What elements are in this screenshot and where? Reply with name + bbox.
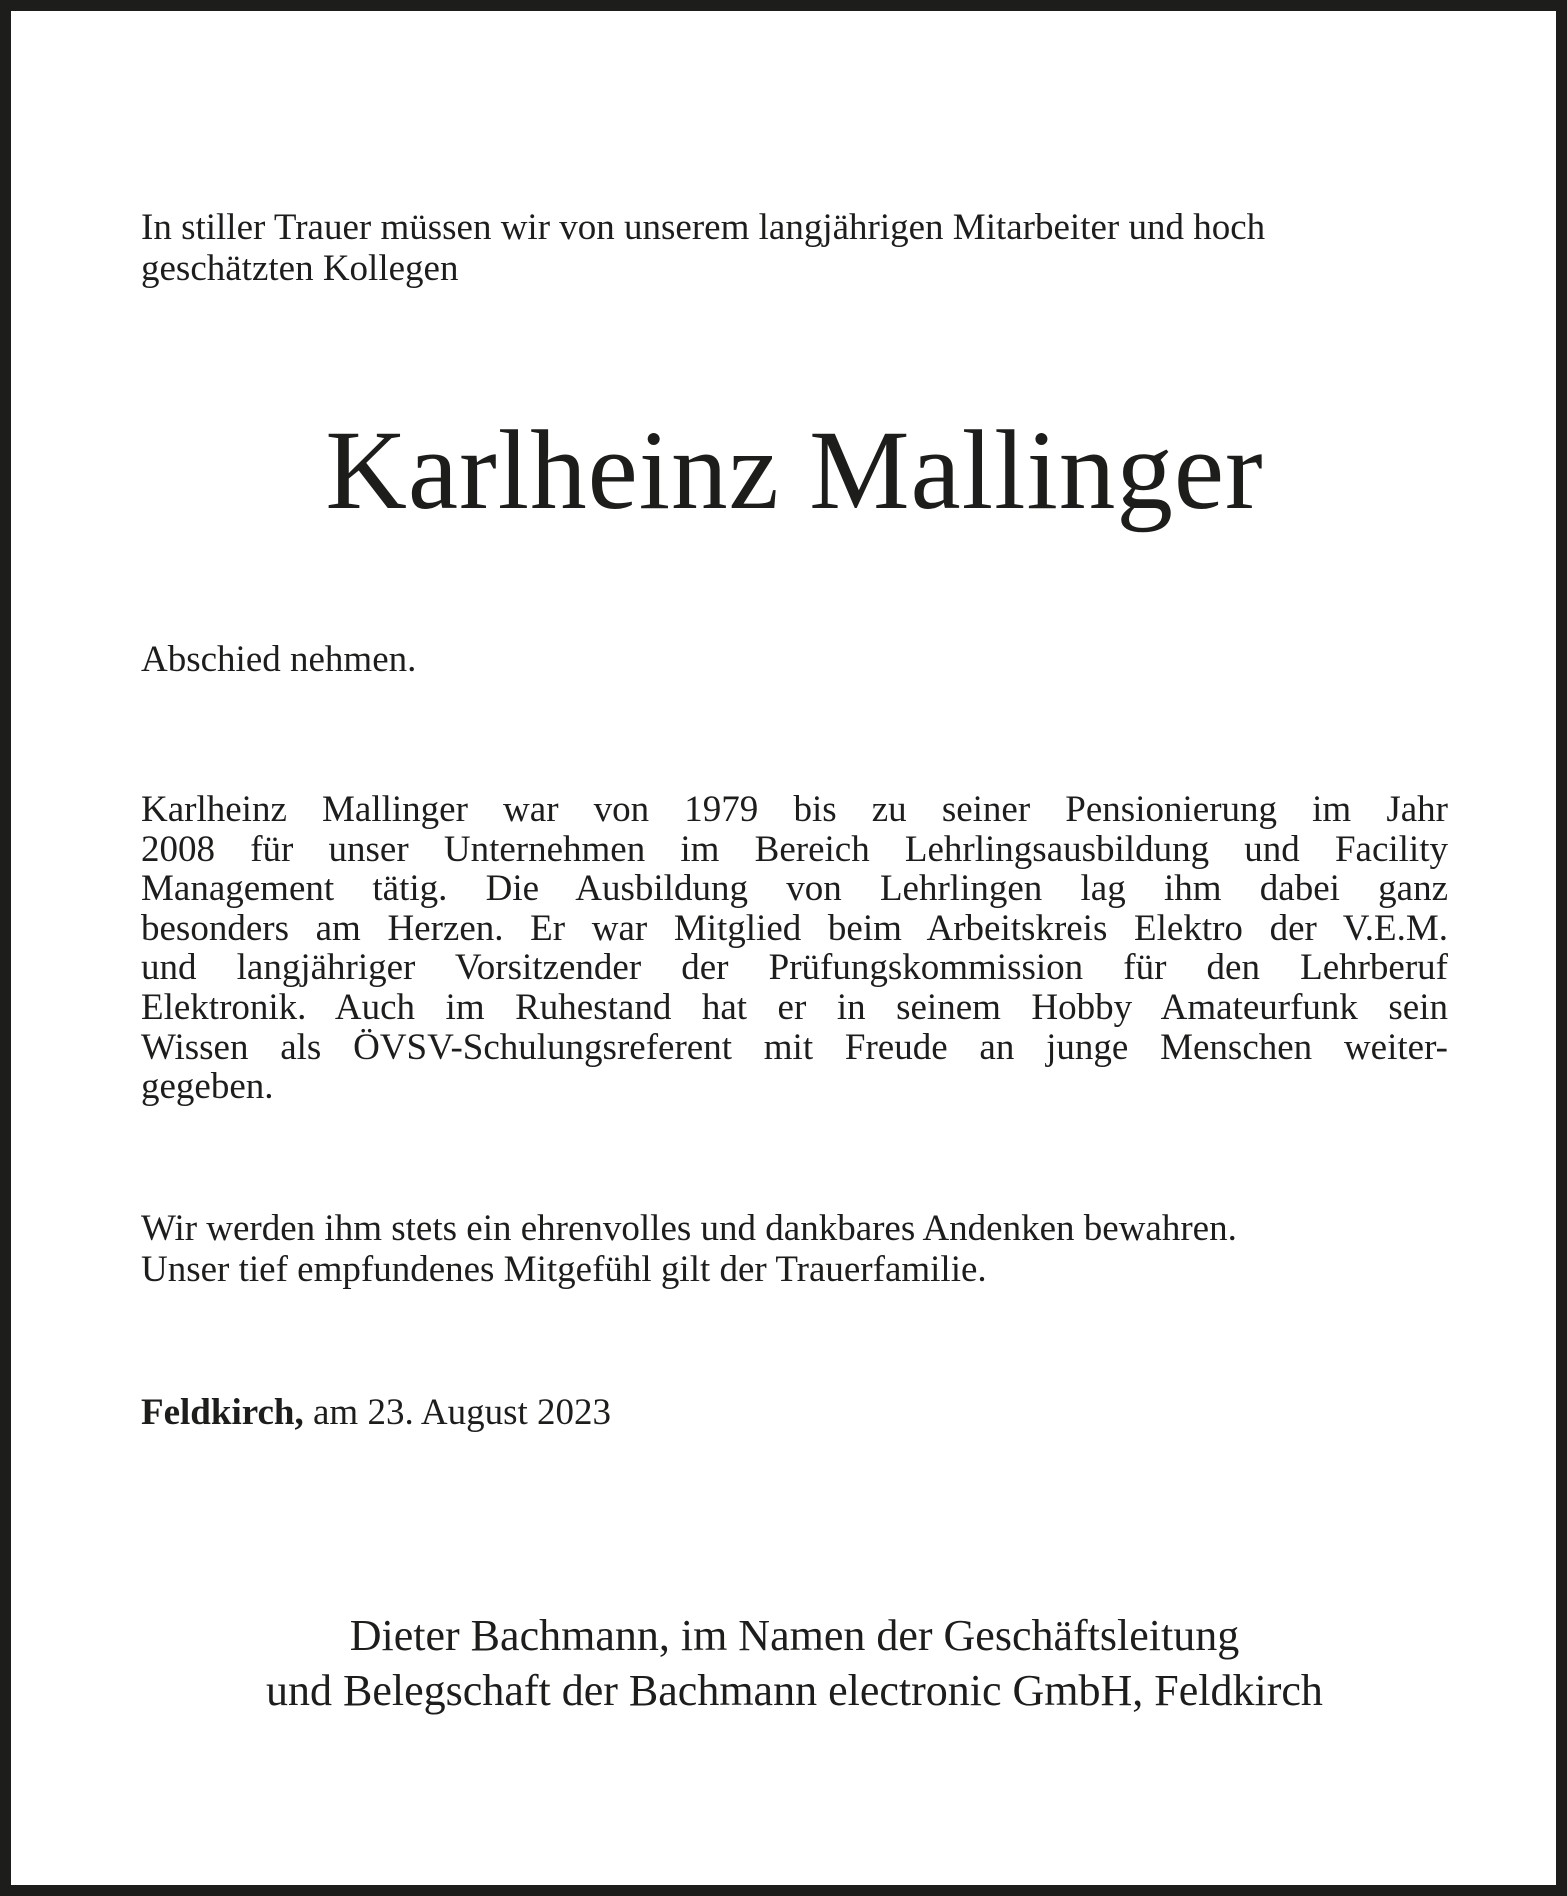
closing-line-2: Unser tief empfundenes Mitgefühl gilt der Trauerfamilie. <box>141 1248 987 1290</box>
deceased-name: Karlheinz Mallinger <box>325 408 1264 533</box>
biography-line: Management tätig. Die Ausbildung von Lehrlingen lag ihm dabei ganz <box>141 868 1448 910</box>
signature-line-1: Dieter Bachmann, im Namen der Geschäftsleitung <box>349 1611 1240 1660</box>
biography-line: gegeben. <box>141 1066 274 1108</box>
dateline <box>141 1392 611 1433</box>
biography-line: und langjähriger Vorsitzender der Prüfungskommission für den Lehrberuf <box>141 947 1448 989</box>
intro-line-2: geschätzten Kollegen <box>141 248 459 289</box>
biography-line: 2008 für unser Unternehmen im Bereich Lehrlingsausbildung und Facility <box>141 828 1448 870</box>
biography-line: Wissen als ÖVSV-Schulungsreferent mit Freude an junge Menschen weiter- <box>141 1026 1448 1068</box>
obituary-content <box>141 207 1448 1290</box>
signature-block <box>141 1608 1448 1718</box>
biography-paragraph <box>141 790 1448 1107</box>
biography-line: besonders am Herzen. Er war Mitglied beim Arbeitskreis Elektro der V.E.M. <box>141 907 1448 949</box>
closing-line-1: Wir werden ihm stets ein ehrenvolles und dankbares Andenken bewahren. <box>141 1207 1237 1249</box>
closing-text <box>141 1208 1448 1290</box>
biography-line: Elektronik. Auch im Ruhestand hat er in seinem Hobby Amateurfunk sein <box>141 986 1448 1028</box>
farewell-text: Abschied nehmen. <box>141 639 417 680</box>
dateline-date: am 23. August 2023 <box>313 1392 612 1433</box>
intro-text <box>141 207 1448 289</box>
signature-line-2: und Belegschaft der Bachmann electronic GmbH, Feldkirch <box>266 1666 1323 1715</box>
biography-line: Karlheinz Mallinger war von 1979 bis zu seiner Pensionierung im Jahr <box>141 789 1448 830</box>
dateline-place: Feldkirch, <box>141 1392 304 1433</box>
intro-line-1: In stiller Trauer müssen wir von unserem langjährigen Mitarbeiter und hoch <box>141 207 1266 248</box>
